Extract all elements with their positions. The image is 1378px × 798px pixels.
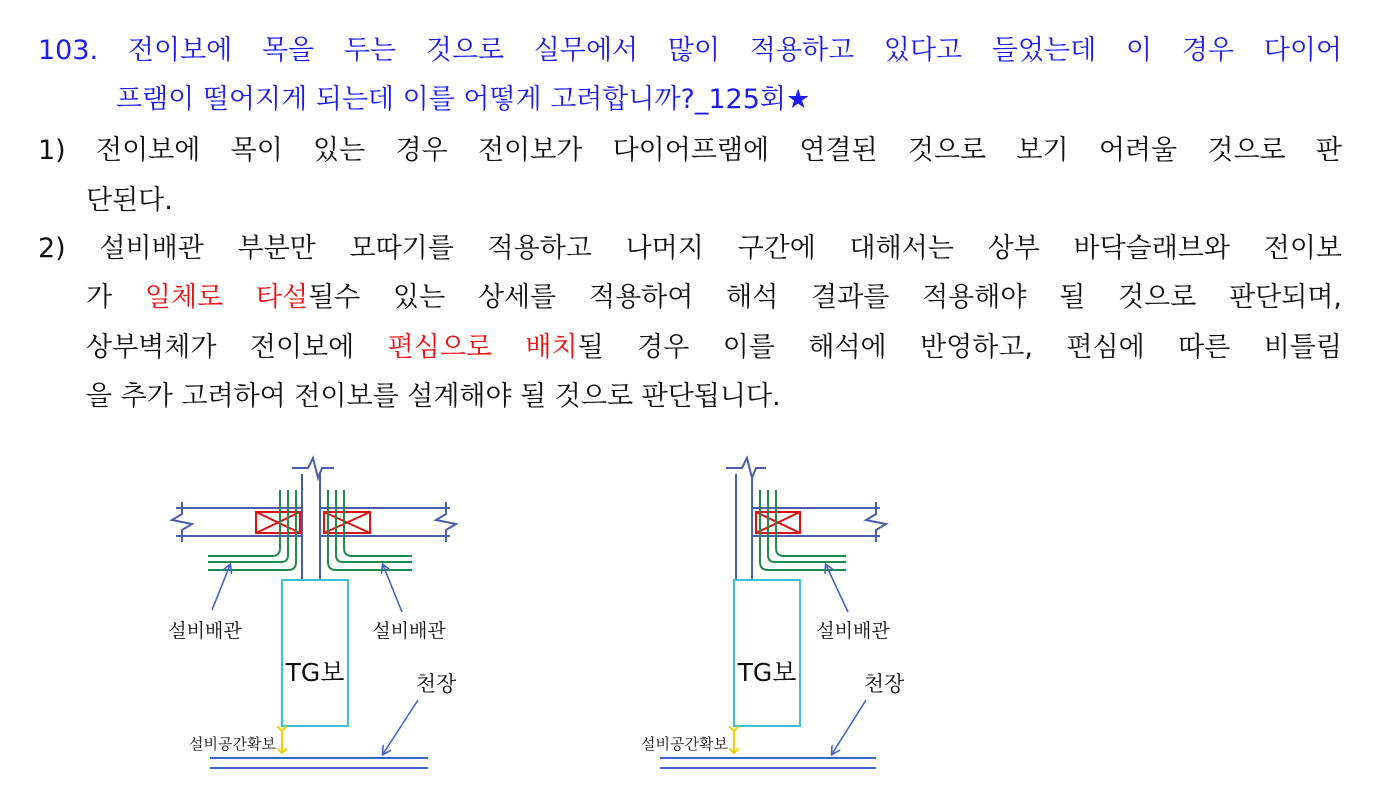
right-tg-beam (734, 580, 800, 726)
left-chamfer-box-left (256, 512, 300, 533)
left-ceiling (210, 758, 428, 768)
left-pipe-arrow-left (212, 565, 230, 610)
right-chamfer-box (756, 512, 800, 533)
answer-2-line-3-end: 될 경우 이를 해석에 반영하고, 편심에 따른 비틀림 (577, 332, 1343, 363)
right-ceiling-arrow (832, 700, 866, 754)
left-ceiling-arrow (383, 700, 418, 754)
right-detail-diagram (641, 458, 905, 768)
left-chamfer-box-right (324, 512, 370, 533)
left-slab-left (172, 502, 302, 542)
left-space-label: 설비공간확보 (189, 735, 276, 753)
right-slab (752, 502, 886, 542)
answer-2-line-1: 2) 설비배관 부분만 모따기를 적용하고 나머지 구간에 대해서는 상부 바닥슬래브와 전이보 (38, 233, 1342, 264)
left-ceiling-label: 천장 (415, 672, 457, 696)
highlight-integral-casting: 일체로 타설 (144, 282, 309, 313)
answer-2-line-2-start: 가 (86, 282, 145, 313)
answer-2-line-3-start: 상부벽체가 전이보에 (86, 332, 388, 363)
right-space-label: 설비공간확보 (641, 735, 728, 753)
answer-1-line-1: 1) 전이보에 목이 있는 경우 전이보가 다이어프램에 연결된 것으로 보기 어려울 것으로 판 (38, 135, 1342, 166)
left-pipe-label-right: 설비배관 (372, 620, 446, 642)
left-pipe-arrow-right (383, 565, 402, 612)
left-detail-diagram (168, 458, 457, 768)
right-ceiling (660, 758, 876, 768)
question-line-1: 103. 전이보에 목을 두는 것으로 실무에서 많이 적용하고 있다고 들었는데 이 경우 다이어 (38, 35, 1342, 66)
right-pipe-label: 설비배관 (816, 620, 890, 642)
right-tg-beam-label: TG보 (737, 658, 797, 687)
answer-2-line-2-end: 될수 있는 상세를 적용하여 해석 결과를 적용해야 될 것으로 판단되며, (308, 282, 1343, 313)
left-slab-right (320, 502, 456, 542)
right-pipe-arrow (826, 565, 848, 612)
left-pipes-left (208, 490, 296, 570)
question-line-2: 프램이 떨어지게 되는데 이를 어떻게 고려합니까?_125회★ (116, 84, 811, 115)
right-ceiling-label: 천장 (863, 672, 905, 696)
left-pipe-label-left: 설비배관 (168, 620, 242, 642)
answer-1-line-2: 단된다. (86, 185, 173, 216)
left-tg-beam (282, 580, 348, 726)
answer-2-line-4: 을 추가 고려하여 전이보를 설계해야 될 것으로 판단됩니다. (86, 381, 781, 412)
right-pipes (760, 490, 846, 570)
left-tg-beam-label: TG보 (285, 658, 345, 687)
highlight-eccentric-placement: 편심으로 배치 (387, 332, 578, 363)
